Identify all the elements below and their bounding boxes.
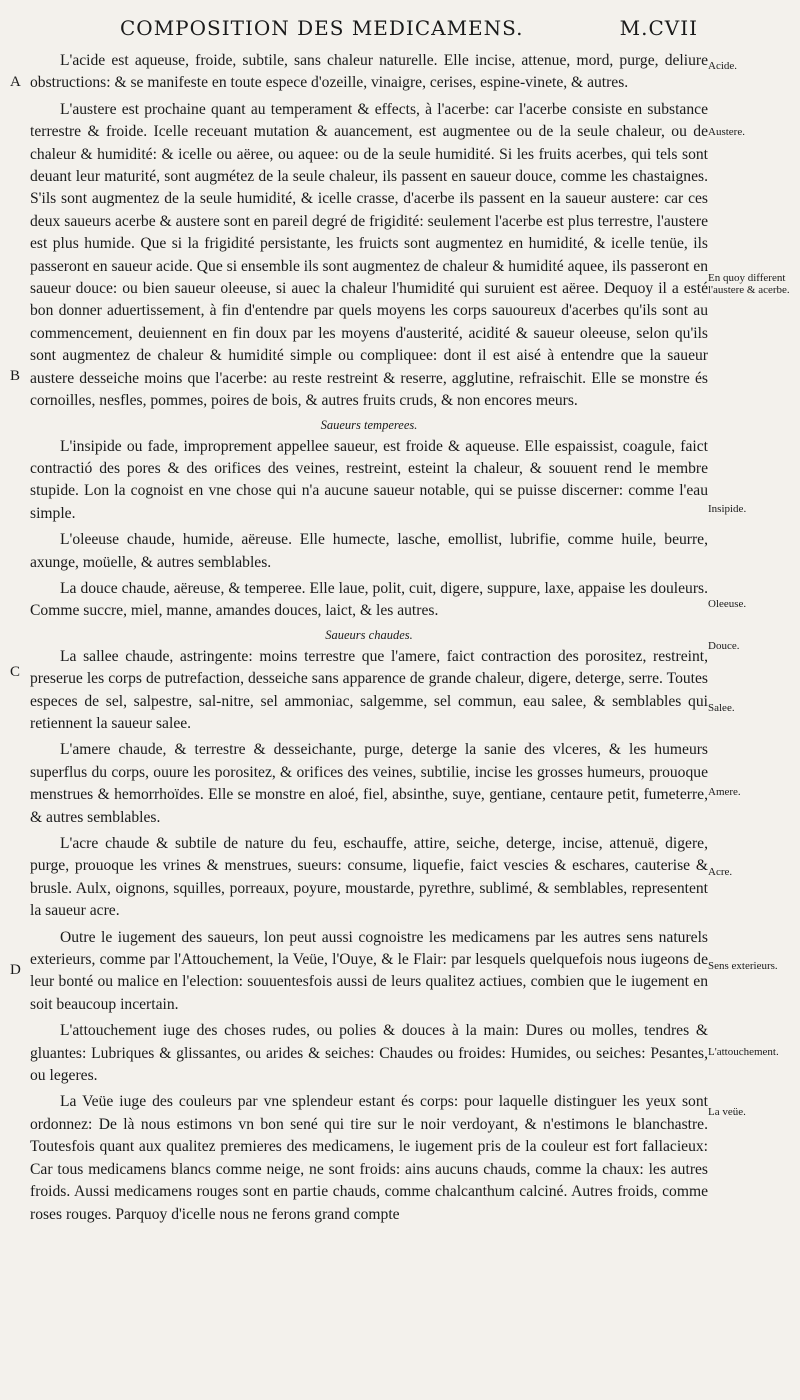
section-letter-b: B bbox=[10, 368, 21, 384]
margin-note-austere: Austere. bbox=[708, 126, 745, 138]
paragraph-acre: L'acre chaude & subtile de nature du feu, eschauffe, attire, seiche, deterge, incise, attenuë, digere, purge, prouoque les vrines & menstrues, sueurs: consume, liquefie, faict vescies & eschares, cauterise & brusle. Aulx, oignons, squilles, porreaux, poyure, moustarde, pyrethre, sublimé, & semblables, representent la saueur acre. bbox=[30, 835, 708, 920]
paragraph-amere: L'amere chaude, & terrestre & desseichante, purge, deterge la sanie des vlceres, & les humeurs superflus du corps, ouure les porositez, & orifices des veines, subtilie, incise les grosses humeurs, prouoque menstrues & hemorrhoïdes. Elle se monstre en aloé, fiel, absinthe, suye, gentiane, centaure petit, fumeterre, & autres semblables. bbox=[30, 741, 708, 826]
section-letter-a: A bbox=[10, 74, 21, 90]
margin-note-acide: Acide. bbox=[708, 60, 738, 72]
section-letter-c: C bbox=[10, 664, 21, 680]
paragraph-acide: L'acide est aqueuse, froide, subtile, sans chaleur naturelle. Elle incise, attenue, mord, purge, deliure obstructions: & se manifeste en toute espece d'ozeille, vinaigre, cerises, espine-vinete, & autres. bbox=[30, 52, 708, 92]
paragraph-sallee: La sallee chaude, astringente: moins terrestre que l'amere, faict contraction des porositez, restreint, preserue les corps de putrefaction, desseiche sans apparence de grande chaleur, digere, deterge, serre. Toutes especes de sel, salpestre, sal-nitre, sel ammoniac, salgemme, sel commun, eau salee, & semblables qui retiennent la saueur salee. bbox=[30, 647, 708, 732]
margin-note-sens-exterieurs: Sens exterieurs. bbox=[708, 960, 778, 972]
running-header bbox=[88, 12, 698, 42]
margin-note-acre: Acre. bbox=[708, 866, 733, 878]
running-title: COMPOSITION DES MEDICAMENS. bbox=[120, 16, 524, 40]
margin-note-different: En quoy different l'austere & acerbe. bbox=[708, 272, 790, 296]
section-letter-d: D bbox=[10, 962, 21, 978]
margin-note-amere: Amere. bbox=[708, 786, 741, 798]
margin-note-douce: Douce. bbox=[708, 640, 740, 652]
paragraph-attouchement: L'attouchement iuge des choses rudes, ou polies & douces à la main: Dures ou molles, tendres & gluantes: Lubriques & glissantes, ou arides & seiches: Chaudes ou froides: Humides, ou seiches: Pesantes, ou legeres. bbox=[30, 1022, 708, 1085]
paragraph-oleeuse: L'oleeuse chaude, humide, aëreuse. Elle humecte, lasche, emollist, lubrifie, comme huile, beurre, axunge, moüelle, & autres semblables. bbox=[30, 531, 708, 571]
text-body bbox=[30, 50, 708, 1230]
paragraph-veue: La Veüe iuge des couleurs par vne splendeur estant és corps: pour laquelle distinguer les yeux sont ordonnez: De là nous estimons vn bon sené qui tire sur le noir verdoyant, & n'estimons le blanchastre. Toutesfois quant aux qualitez premieres des medicamens, le iugement pris de la couleur est fort fallacieux: Car tous medicamens blancs comme neige, ne sont froids: ains aucuns chauds, comme la chaux: les autres froids. Aussi medicamens rouges sont en partie chauds, comme chalcanthum calciné. Autres froids, comme roses rouges. Parquoy d'icelle nous ne ferons grand compte bbox=[30, 1093, 708, 1223]
margin-note-veue: La veüe. bbox=[708, 1106, 746, 1118]
margin-note-insipide: Insipide. bbox=[708, 503, 747, 515]
section-heading-chaudes: Saueurs chaudes. bbox=[325, 627, 413, 642]
margin-note-attouchement: L'attouchement. bbox=[708, 1046, 779, 1058]
paragraph-sens-exterieurs: Outre le iugement des saueurs, lon peut aussi cognoistre les medicamens par les autres sens naturels exterieurs, comme par l'Attouchement, la Veüe, l'Ouye, & le Flair: par lesquels quelquefois nous iugeons de leur bonté ou malice en l'election: souuentesfois aussi de leurs qualitez actiues, combien que le iugement en soit beaucoup incertain. bbox=[30, 928, 708, 1013]
folio-number: M.CVII bbox=[619, 16, 698, 40]
paragraph-insipide: L'insipide ou fade, improprement appellee saueur, est froide & aqueuse. Elle espaissist, coagule, faict contractió des pores & des orifices des veines, restreint, esteint la chaleur, & souuent rend le membre stupide. Lon la cognoist en vne chose qui n'a aucune saueur notable, qui se puisse discerner: comme l'eau simple. bbox=[30, 437, 708, 522]
paragraph-austere: L'austere est prochaine quant au temperament & effects, à l'acerbe: car l'acerbe consiste en substance terrestre & froide. Icelle receuant mutation & auancement, est augmentee ou de la seule chaleur, ou de chaleur & humidité: & icelle ou aëree, ou aquee: ou de la seule humidité. Si les fruits acerbes, qui tels sont deuant leur maturité, sont augmétez de la seule chaleur, ils passent en saueur douce, comme les chastaignes. S'ils sont augmentez de la seule humidité, & icelle crasse, d'acerbe ils passent en la saueur austere: car ces deux saueurs acerbe & austere sont en pareil degré de frigidité: seulement l'acerbe est plus terrestre, l'austere est plus humide. Que si la frigidité persistante, les fruicts sont augmentez en humidité, & icelle tenüe, ils passeront en saueur acide. Que si ensemble ils sont augmentez de chaleur & humidité aquee, ils passeront en saueur douce: ou bien saueur oleeuse, si auec la chaleur l'humidité qui suruient est aëree. Dequoy il a esté bon donner aduertissement, à fin d'entendre par quels moyens les corps sauoureux d'acerbes qu'ils sont au commencement, deuiennent en fin doux par les moyens d'austerité, acidité & saueur oleeuse, selon qu'ils sont augmentez de chaleur & humidité simple ou compliquee: dont il est aisé à entendre que la saueur austere desseiche moins que l'acerbe: au reste restreint & reserre, agglutine, refraischit. Elle se monstre és cornoilles, nesfles, pommes, poires de bois, & autres fruits cruds, & non encores meurs. bbox=[30, 100, 708, 410]
margin-note-oleeuse: Oleeuse. bbox=[708, 598, 747, 610]
section-heading-temperees: Saueurs temperees. bbox=[320, 417, 418, 432]
paragraph-douce: La douce chaude, aëreuse, & temperee. Elle laue, polit, cuit, digere, suppure, laxe, appaise les douleurs. Comme succre, miel, manne, amandes douces, laict, & les autres. bbox=[30, 579, 708, 620]
margin-note-salee: Salee. bbox=[708, 702, 735, 714]
